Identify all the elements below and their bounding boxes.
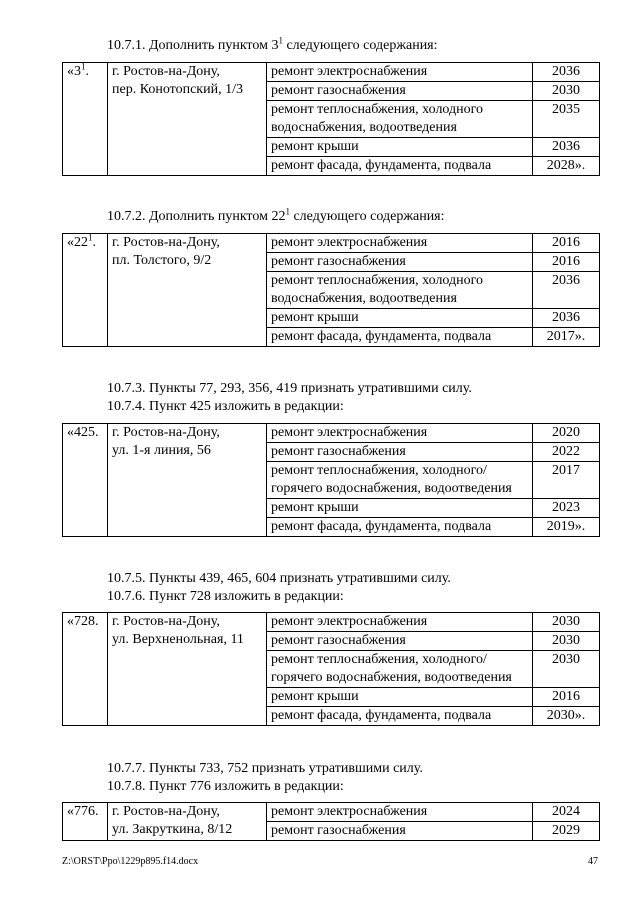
- page-number: 47: [588, 856, 598, 867]
- table-item-728: [62, 612, 600, 726]
- year-cell: 2030: [533, 82, 600, 101]
- work-cell: ремонт газоснабжения: [267, 822, 533, 841]
- item-address: г. Ростов-на-Дону, ул. Верхненольная, 11: [108, 613, 267, 726]
- work-cell: ремонт фасада, фундамента, подвала: [267, 518, 533, 537]
- year-cell: 2036: [533, 63, 600, 82]
- year-cell: 2036: [533, 272, 600, 309]
- paragraph-10-7-8: 10.7.8. Пункт 776 изложить в редакции:: [107, 779, 344, 794]
- work-cell: ремонт теплоснабжения, холодного/горячего водоснабжения, водоотведения: [267, 651, 533, 688]
- year-cell: 2030: [533, 651, 600, 688]
- work-cell: ремонт электроснабжения: [267, 424, 533, 443]
- work-cell: ремонт крыши: [267, 138, 533, 157]
- work-cell: ремонт фасада, фундамента, подвала: [267, 328, 533, 347]
- year-cell: 2036: [533, 309, 600, 328]
- table-row: [63, 803, 600, 822]
- year-cell: 2030: [533, 613, 600, 632]
- work-cell: ремонт крыши: [267, 499, 533, 518]
- work-cell: ремонт теплоснабжения, холодного/горячего водоснабжения, водоотведения: [267, 462, 533, 499]
- year-cell: 2017: [533, 462, 600, 499]
- year-cell: 2030».: [533, 707, 600, 726]
- paragraph-10-7-1: 10.7.1. Дополнить пунктом $3^1$ следующего содержания:: [107, 35, 438, 53]
- year-cell: 2016: [533, 688, 600, 707]
- item-address: г. Ростов-на-Дону, ул. 1-я линия, 56: [108, 424, 267, 537]
- work-cell: ремонт крыши: [267, 309, 533, 328]
- work-cell: ремонт электроснабжения: [267, 63, 533, 82]
- paragraph-10-7-7: 10.7.7. Пункты 733, 752 признать утратившими силу.: [107, 761, 423, 776]
- year-cell: 2016: [533, 253, 600, 272]
- footer-file-path: Z:\ORST\Ppo\1229p895.f14.docx: [62, 856, 199, 867]
- table-item-3-1: [62, 62, 600, 176]
- year-cell: 2035: [533, 101, 600, 138]
- year-cell: 2020: [533, 424, 600, 443]
- work-cell: ремонт газоснабжения: [267, 443, 533, 462]
- year-cell: 2023: [533, 499, 600, 518]
- year-cell: 2022: [533, 443, 600, 462]
- work-cell: ремонт газоснабжения: [267, 82, 533, 101]
- item-address: г. Ростов-на-Дону, пл. Толстого, 9/2: [108, 234, 267, 347]
- year-cell: 2028».: [533, 157, 600, 176]
- work-cell: ремонт фасада, фундамента, подвала: [267, 157, 533, 176]
- year-cell: 2024: [533, 803, 600, 822]
- work-cell: ремонт газоснабжения: [267, 632, 533, 651]
- year-cell: 2017».: [533, 328, 600, 347]
- work-cell: ремонт электроснабжения: [267, 613, 533, 632]
- item-number: «425.: [63, 424, 108, 537]
- work-cell: ремонт фасада, фундамента, подвала: [267, 707, 533, 726]
- year-cell: 2036: [533, 138, 600, 157]
- year-cell: 2029: [533, 822, 600, 841]
- table-item-425: [62, 423, 600, 537]
- table-row: [63, 63, 600, 82]
- table-row: [63, 234, 600, 253]
- work-cell: ремонт газоснабжения: [267, 253, 533, 272]
- year-cell: 2030: [533, 632, 600, 651]
- table-row: [63, 613, 600, 632]
- paragraph-10-7-4: 10.7.4. Пункт 425 изложить в редакции:: [107, 399, 344, 414]
- paragraph-10-7-3: 10.7.3. Пункты 77, 293, 356, 419 признать утратившими силу.: [107, 381, 472, 396]
- work-cell: ремонт электроснабжения: [267, 234, 533, 253]
- item-number: «$3^1$.: [63, 63, 108, 176]
- item-number: «728.: [63, 613, 108, 726]
- item-address: г. Ростов-на-Дону, ул. Закруткина, 8/12: [108, 803, 267, 841]
- paragraph-10-7-2: 10.7.2. Дополнить пунктом $22^1$ следующего содержания:: [107, 206, 445, 224]
- table-item-22-1: [62, 233, 600, 347]
- paragraph-10-7-6: 10.7.6. Пункт 728 изложить в редакции:: [107, 589, 344, 604]
- year-cell: 2016: [533, 234, 600, 253]
- item-number: «$22^1$.: [63, 234, 108, 347]
- paragraph-10-7-5: 10.7.5. Пункты 439, 465, 604 признать утратившими силу.: [107, 571, 451, 586]
- table-row: [63, 424, 600, 443]
- work-cell: ремонт теплоснабжения, холодного водоснабжения, водоотведения: [267, 272, 533, 309]
- item-address: г. Ростов-на-Дону, пер. Конотопский, 1/3: [108, 63, 267, 176]
- item-number: «776.: [63, 803, 108, 841]
- work-cell: ремонт теплоснабжения, холодного водоснабжения, водоотведения: [267, 101, 533, 138]
- work-cell: ремонт электроснабжения: [267, 803, 533, 822]
- work-cell: ремонт крыши: [267, 688, 533, 707]
- table-item-776: [62, 802, 600, 841]
- year-cell: 2019».: [533, 518, 600, 537]
